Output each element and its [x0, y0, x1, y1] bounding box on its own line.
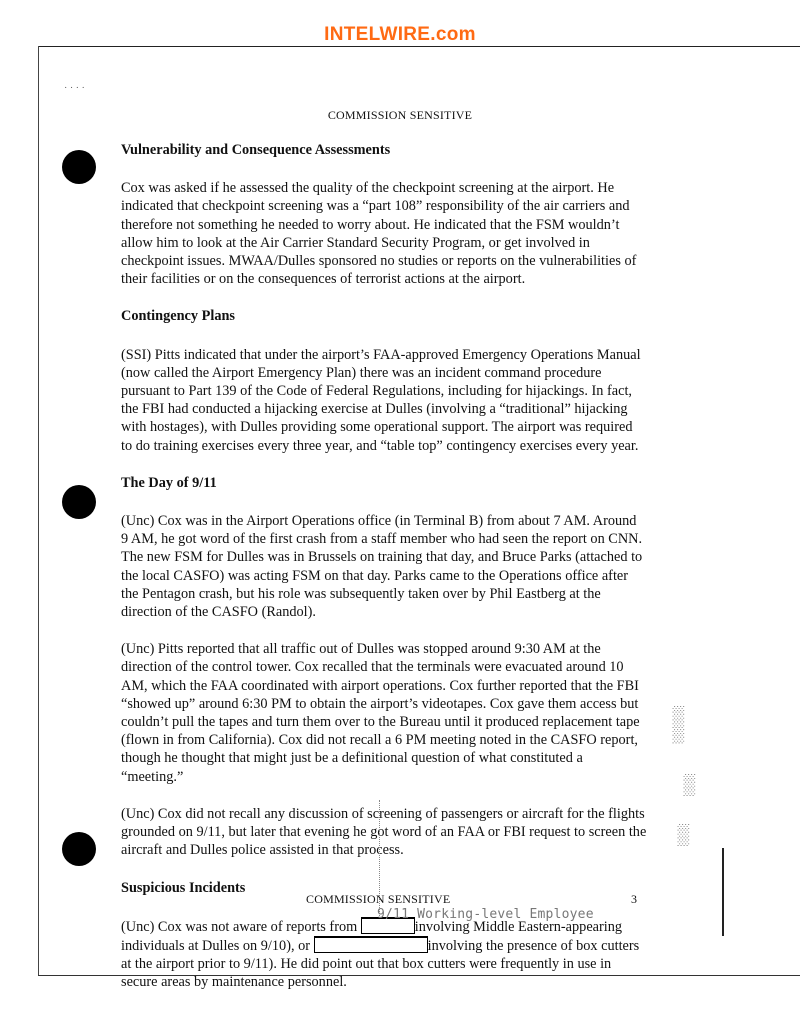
paragraph: (Unc) Cox was in the Airport Operations office (in Terminal B) from about 7 AM. Around 9 AM, he got word of the first crash from a staff member who had seen the report on CNN. The new FSM for Dulles was in Brussels on training that day, and Bruce Parks (attached to the local CASFO) was acting FSM on that day. Parks came to the Operations office after the Pentagon crash, but his role was subsequently taken over by Phil Eastberg at the direction of the CASFO (Randol). — [121, 513, 643, 621]
paragraph: (Unc) Pitts reported that all traffic out of Dulles was stopped around 9:30 AM at the direction of the control tower. Cox recalled that the terminals were evacuated around 10 AM, which the FAA coordinated with airport operations. Cox further reported that the FBI “showed up” around 6:30 PM to obtain the airport’s videotapes. Cox gave them access but couldn’t pull the tapes and turn them over to the Bureau until it produced replacement tape (flown in from California). Cox did not recall a 6 PM meeting noted in the CASFO report, though he thought that might just be a definitional question of what constituted a “meeting.” — [121, 641, 640, 785]
punch-hole-top — [62, 150, 96, 184]
redaction-box — [314, 936, 428, 953]
paragraph-text: (Unc) Cox was not aware of reports from — [121, 918, 361, 935]
document-body — [121, 141, 647, 1011]
paragraph: (SSI) Pitts indicated that under the airport’s FAA-approved Emergency Operations Manual (now called the Airport Emergency Plan) there was an incident command procedure pursuant to Part 139 of the Code of Federal Regulations, including for hijackings. In fact, the FBI had conducted a hijacking exercise at Dulles (involving a “traditional” hijacking with hostages), with Dulles providing some operational support. The airport was required to do training exercises every three year, and “table top” contingency exercises every year. — [121, 346, 641, 454]
frame-top-rule — [38, 46, 800, 47]
site-watermark[interactable]: INTELWIRE.com — [324, 24, 476, 45]
right-margin-bar — [722, 848, 724, 936]
margin-stamp-mark: ░░░ — [677, 824, 688, 848]
paragraph — [121, 917, 647, 992]
paragraph: Cox was asked if he assessed the quality of the checkpoint screening at the airport. He indicated that checkpoint screening was a “part 108” responsibility of the air carriers and therefore not something he needed to worry about. He indicated that the FSM wouldn’t allow him to look at the Air Carrier Standard Security Program, or get involved in checkpoint issues. MWAA/Dulles sponsored no studies or reports on the vulnerabilities of their facilities or on the consequences of terrorist actions at the airport. — [121, 180, 637, 288]
frame-left-rule — [38, 46, 39, 976]
section-heading: Contingency Plans — [121, 308, 235, 325]
paragraph-text: involving Middle Eastern-appearing individuals at Dulles on 9/10), or — [121, 918, 623, 954]
classification-header: COMMISSION SENSITIVE — [327, 108, 473, 122]
paragraph-text: involving the presence of box cutters at the airport prior to 9/11). He did point out that box cutters were frequently in use in secure areas by maintenance personnel. — [121, 937, 640, 991]
margin-stamp-mark: ░░░░░ — [672, 706, 683, 745]
classification-footer: COMMISSION SENSITIVE — [306, 892, 451, 906]
section-heading: Suspicious Incidents — [121, 879, 246, 896]
release-stamp: 9/11 Working-level Employee — [377, 907, 594, 922]
page-number: 3 — [631, 892, 637, 906]
margin-stamp-mark: ░░░ — [683, 774, 694, 798]
paragraph: (Unc) Cox did not recall any discussion of screening of passengers or aircraft for the flights grounded on 9/11, but later that evening he got word of an FAA or FBI request to screen the aircraft and Dulles police assisted in that process. — [121, 805, 647, 859]
punch-hole-bottom — [62, 832, 96, 866]
section-heading: The Day of 9/11 — [121, 474, 217, 491]
scan-specks: ˙ ˙ ˙ ˙ — [64, 86, 85, 97]
section-heading: Vulnerability and Consequence Assessments — [121, 142, 391, 158]
punch-hole-middle — [62, 485, 96, 519]
